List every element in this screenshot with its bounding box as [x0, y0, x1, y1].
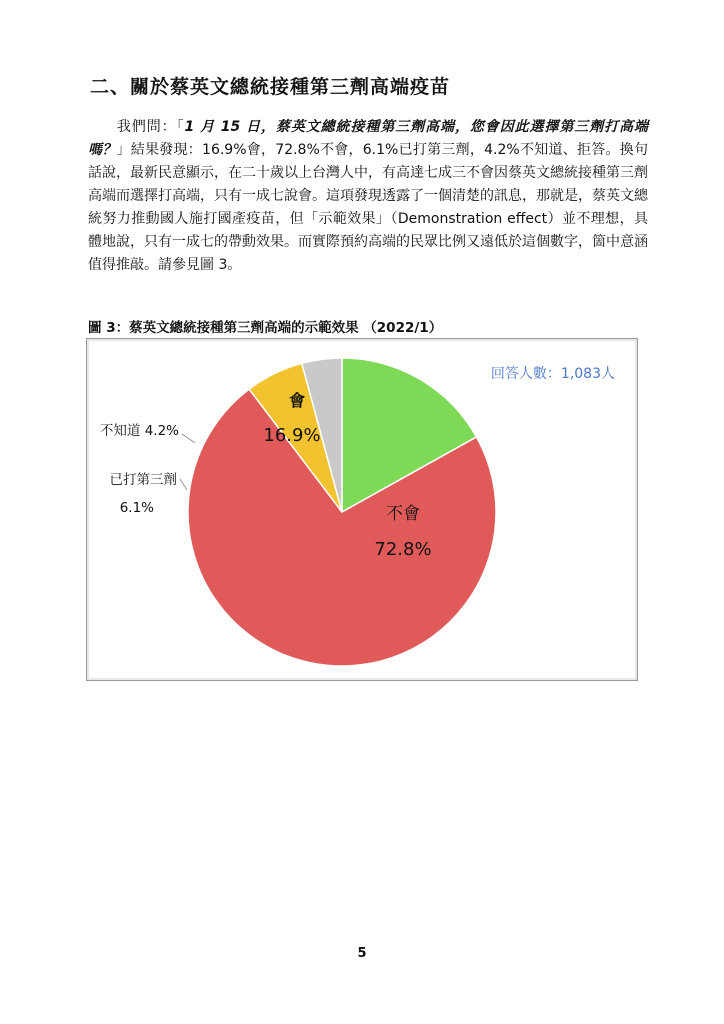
slice-value-label: 72.8% — [374, 539, 432, 560]
slice-label: 已打第三劑 — [109, 472, 177, 488]
respondent-count: 回答人數：1,083人 — [490, 366, 615, 382]
section-heading: 二、關於蔡英文總統接種第三劑高端疫苗 — [90, 76, 451, 98]
slice-label: 不知道 4.2% — [99, 423, 179, 439]
pie-chart — [87, 339, 639, 682]
paragraph-body: 」結果發現：16.9%會，72.8%不會，6.1%已打第三劑，4.2%不知道、拒答。換句話說，最新民意顯示，在二十歲以上台灣人中，有高達七成三不會因蔡英文總統接種第三劑高端而選擇打高端，只有一成七說會。這項發現透露了一個清楚的訊息，那就是，蔡英文總統努力推動國人施打國產疫苗，但「示範效果」（Demonstration effect）並不理想，具體地說，只有一成七的帶動效果。而實際預約高端的民眾比例又遠低於這個數字，箇中意涵值得推敲。請參見圖 3。 — [88, 142, 648, 273]
leader-line — [180, 479, 187, 490]
leader-line — [182, 434, 195, 443]
slice-value-label: 6.1% — [119, 500, 154, 516]
paragraph-intro: 我們問：「 — [116, 119, 185, 135]
chart-frame — [86, 338, 638, 681]
slice-label: 會 — [288, 391, 306, 410]
slice-label: 不會 — [386, 504, 420, 524]
paragraph-question: 1 月 15 日，蔡英文總統接種第三劑高端，您會因此選擇第三劑打高端嗎？ — [88, 119, 648, 158]
page-number: 5 — [357, 946, 367, 961]
body-paragraph — [88, 116, 648, 277]
slice-value-label: 16.9% — [263, 425, 321, 446]
figure-caption: 圖 3：蔡英文總統接種第三劑高端的示範效果 （2022/1） — [88, 320, 443, 336]
